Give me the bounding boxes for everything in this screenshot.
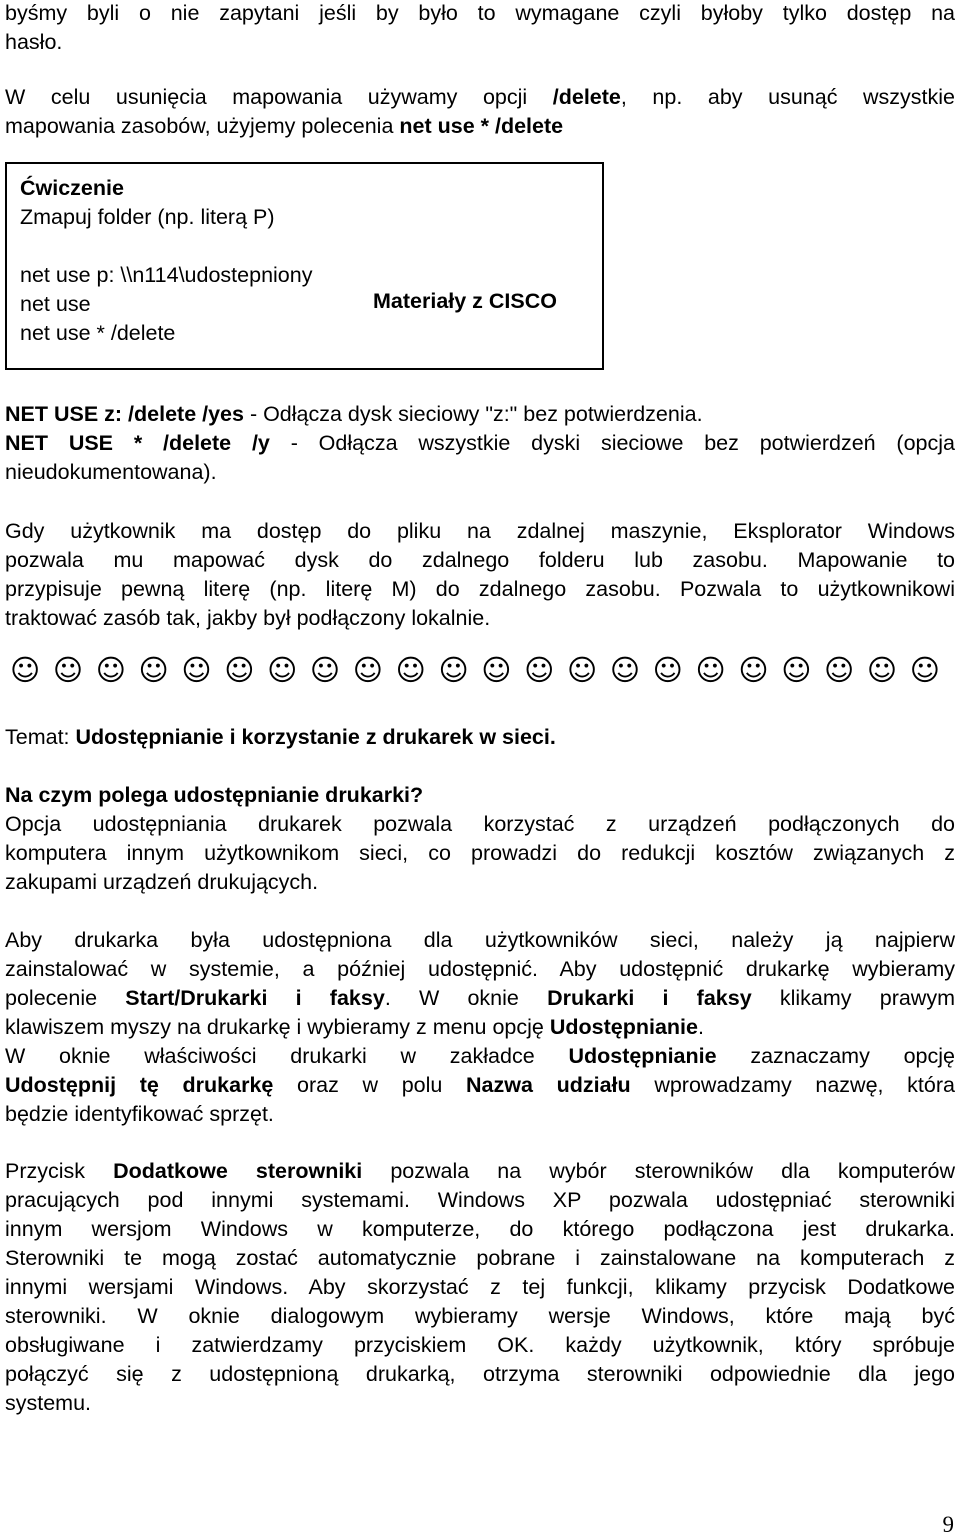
text-line: polecenie Start/Drukarki i faksy. W oknie Drukarki i faksy klikamy prawym: [5, 986, 955, 1010]
smiley-icon: ☺: [224, 653, 255, 687]
text-line: przypisuje pewną literę (np. literę M) do zdalnego zasobu. Pozwala to użytkownikowi: [5, 577, 955, 601]
text-line: NET USE z: /delete /yes - Odłącza dysk sieciowy "z:" bez potwierdzenia.: [5, 402, 703, 426]
smiley-divider: [10, 650, 940, 690]
printer-sharing-paragraph: [5, 810, 955, 897]
text-line: traktować zasób tak, jakby był podłączony lokalnie.: [5, 606, 491, 630]
smiley-icon: ☺: [781, 653, 812, 687]
smiley-icon: ☺: [309, 653, 341, 687]
text-line: pozwala mu mapować dysk do zdalnego folderu lub zasobu. Mapowanie to: [5, 548, 955, 572]
smiley-icon: ☺: [52, 653, 84, 687]
net-use-commands: [5, 400, 955, 487]
text-line: sterowniki. W oknie dialogowym wybieramy wersje Windows, które mają być: [5, 1304, 955, 1328]
smiley-icon: ☺: [395, 653, 426, 687]
net-use-delete-command: net use * /delete: [399, 114, 564, 138]
smiley-icon: ☺: [10, 653, 41, 687]
exercise-source: Materiały z CISCO: [373, 289, 557, 313]
text-line: zainstalować w systemie, a później udostępnić. Aby udostępnić drukarkę wybieramy: [5, 957, 955, 981]
delete-option-paragraph: [5, 83, 955, 141]
exercise-title: Ćwiczenie: [20, 176, 124, 200]
text-line: połączyć się z udostępnioną drukarką, otrzyma sterowniki odpowiednie dla jego: [5, 1362, 955, 1386]
text-line: mapowania zasobów, użyjemy polecenia net use * /delete: [5, 114, 564, 138]
net-use-command: NET USE z: /delete /yes: [5, 402, 244, 426]
printer-setup-paragraph: [5, 926, 955, 1129]
smiley-icon: ☺: [866, 653, 898, 687]
exercise-command: net use p: \\n114\udostepniony: [20, 263, 313, 287]
smiley-icon: ☺: [695, 653, 726, 687]
text-line: hasło.: [5, 30, 63, 54]
intro-paragraph: [5, 0, 955, 57]
text-line: obsługiwane i zatwierdzamy przyciskiem OK. każdy użytkownik, który spróbuje: [5, 1333, 955, 1357]
text-line: byśmy byli o nie zapytani jeśli by było to wymagane czyli byłoby tylko dostęp na: [5, 1, 955, 25]
exercise-box: [5, 162, 604, 370]
question-heading: [5, 781, 955, 810]
additional-drivers-paragraph: [5, 1157, 955, 1418]
text-line: zakupami urządzeń drukujących.: [5, 870, 319, 894]
smiley-icon: ☺: [138, 653, 169, 687]
text-line: Przycisk Dodatkowe sterowniki pozwala na wybór sterowników dla komputerów: [5, 1159, 956, 1183]
smiley-icon: ☺: [95, 653, 126, 687]
text-line: systemu.: [5, 1391, 92, 1415]
smiley-icon: ☺: [738, 653, 769, 687]
smiley-icon: ☺: [438, 653, 469, 687]
smiley-icon: ☺: [652, 653, 683, 687]
smiley-icon: ☺: [267, 653, 298, 687]
smiley-icon: ☺: [524, 653, 555, 687]
text-line: W celu usunięcia mapowania używamy opcji /delete, np. aby usunąć wszystkie: [5, 85, 955, 109]
text-line: Sterowniki te mogą zostać automatycznie pobrane i zainstalowane na komputerach z: [5, 1246, 955, 1270]
exercise-command: net use: [20, 292, 91, 316]
delete-option: /delete: [552, 85, 621, 109]
text-line: Opcja udostępniania drukarek pozwala korzystać z urządzeń podłączonych do: [5, 812, 955, 836]
text-line: Gdy użytkownik ma dostęp do pliku na zdalnej maszynie, Eksplorator Windows: [5, 519, 955, 543]
topic-title: Udostępnianie i korzystanie z drukarek w sieci.: [75, 725, 556, 749]
net-use-command: NET USE * /delete /y: [5, 431, 270, 455]
smiley-icon: ☺: [909, 653, 940, 687]
text-line: nieudokumentowana).: [5, 460, 217, 484]
smiley-icon: ☺: [824, 653, 855, 687]
text-line: Aby drukarka była udostępniona dla użytkowników sieci, należy ją najpierw: [5, 928, 955, 952]
text-line: innymi wersjami Windows. Aby skorzystać z tej funkcji, klikamy przycisk Dodatkowe: [5, 1275, 955, 1299]
text-line: Udostępnij tę drukarkę oraz w polu Nazwa udziału wprowadzamy nazwę, która: [5, 1073, 955, 1097]
text-line: klawiszem myszy na drukarkę i wybieramy z menu opcję Udostępnianie.: [5, 1015, 704, 1039]
smiley-icon: ☺: [566, 653, 598, 687]
smiley-icon: ☺: [481, 653, 512, 687]
topic-heading: [5, 723, 955, 752]
text-line: będzie identyfikować sprzęt.: [5, 1102, 274, 1126]
page-number: 9: [942, 1512, 954, 1537]
text-line: pracujących pod innymi systemami. Windows XP pozwala udostępniać sterowniki: [5, 1188, 955, 1212]
text-line: W oknie właściwości drukarki w zakładce Udostępnianie zaznaczamy opcję: [5, 1044, 955, 1068]
text-line: komputera innym użytkownikom sieci, co prowadzi do redukcji kosztów związanych z: [5, 841, 955, 865]
text-line: NET USE * /delete /y - Odłącza wszystkie dyski sieciowe bez potwierdzeń (opcja: [5, 431, 955, 455]
smiley-icon: ☺: [181, 653, 212, 687]
text-line: innym wersjom Windows w komputerze, do którego podłączona jest drukarka.: [5, 1217, 955, 1241]
exercise-task: Zmapuj folder (np. literą P): [20, 205, 275, 229]
smiley-icon: ☺: [609, 653, 641, 687]
topic-label: Temat:: [5, 725, 76, 749]
exercise-command: net use * /delete: [20, 321, 176, 345]
mapping-paragraph: [5, 517, 955, 633]
question-text: Na czym polega udostępnianie drukarki?: [5, 783, 424, 807]
smiley-icon: ☺: [352, 653, 383, 687]
